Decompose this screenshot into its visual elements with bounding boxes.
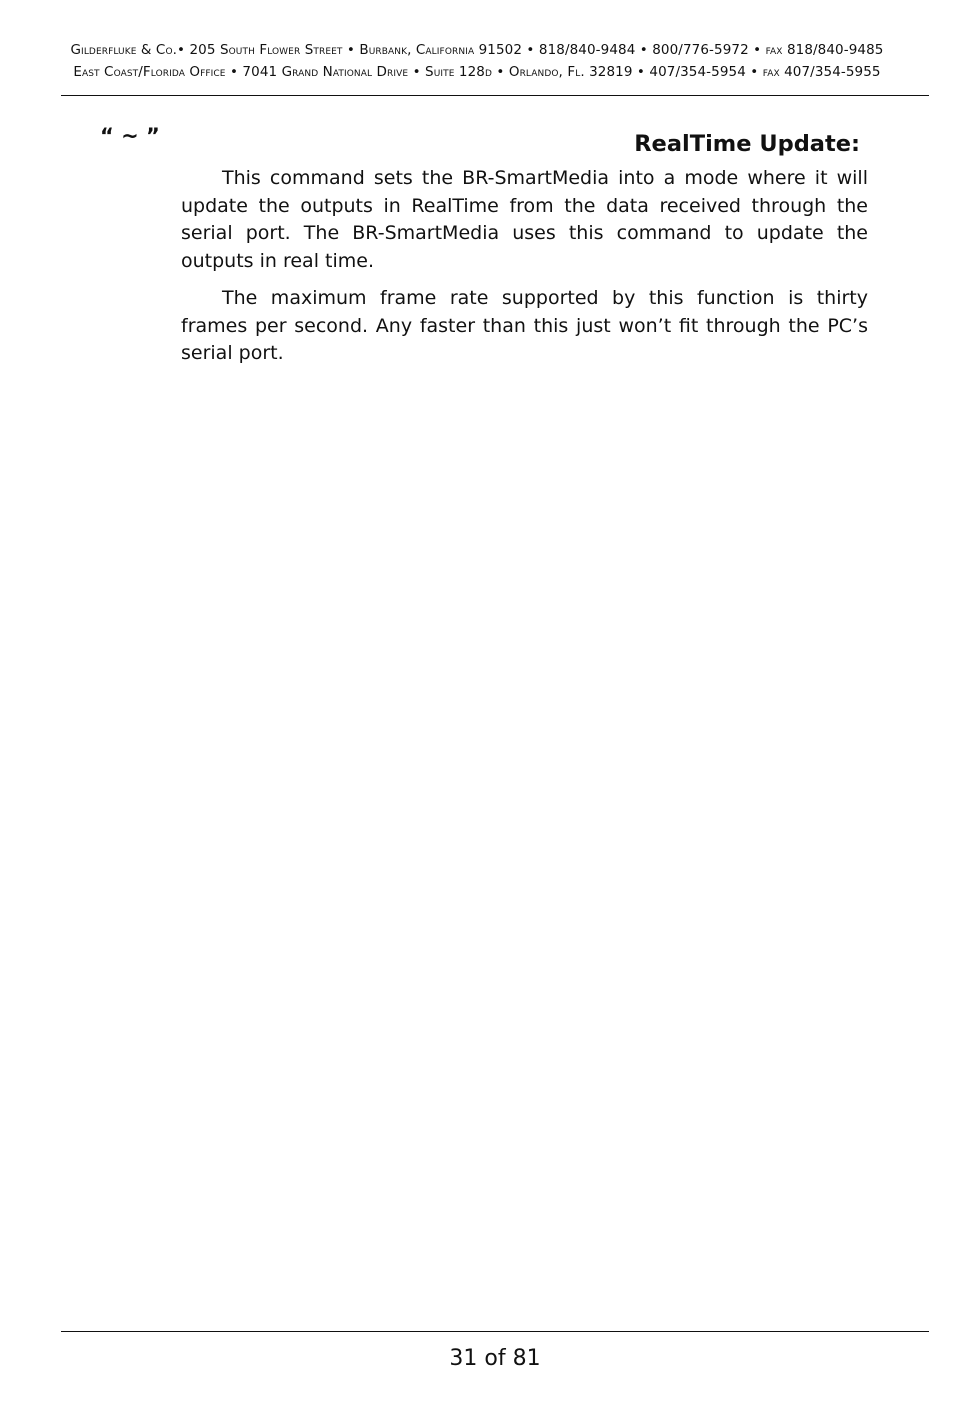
- section-title: RealTime Update:: [634, 131, 860, 157]
- section-body: [181, 165, 868, 378]
- paragraph: This command sets the BR-SmartMedia into a mode where it will update the outputs in RealTime from the data received through the serial port. The BR-SmartMedia uses this command to update the outputs in real time.: [181, 167, 868, 272]
- command-symbol: “ ~ ”: [100, 124, 160, 148]
- paragraph: The maximum frame rate supported by this function is thirty frames per second. Any faster than this just won’t fit through the PC’s serial port.: [181, 287, 868, 364]
- footer-divider: [61, 1331, 929, 1332]
- letterhead-line-main-office: Gilderfluke & Co.• 205 South Flower Street • Burbank, California 91502 • 818/840-9484 • 800/776-5972 • fax 818/840-9485: [70, 42, 884, 58]
- letterhead-line-east-coast-office: East Coast/Florida Office • 7041 Grand National Drive • Suite 128d • Orlando, Fl. 32819 • 407/354-5954 • fax 407/354-5955: [73, 64, 881, 80]
- header-divider: [61, 95, 929, 96]
- letterhead: [0, 39, 954, 83]
- page-number: 31 of 81: [449, 1346, 541, 1371]
